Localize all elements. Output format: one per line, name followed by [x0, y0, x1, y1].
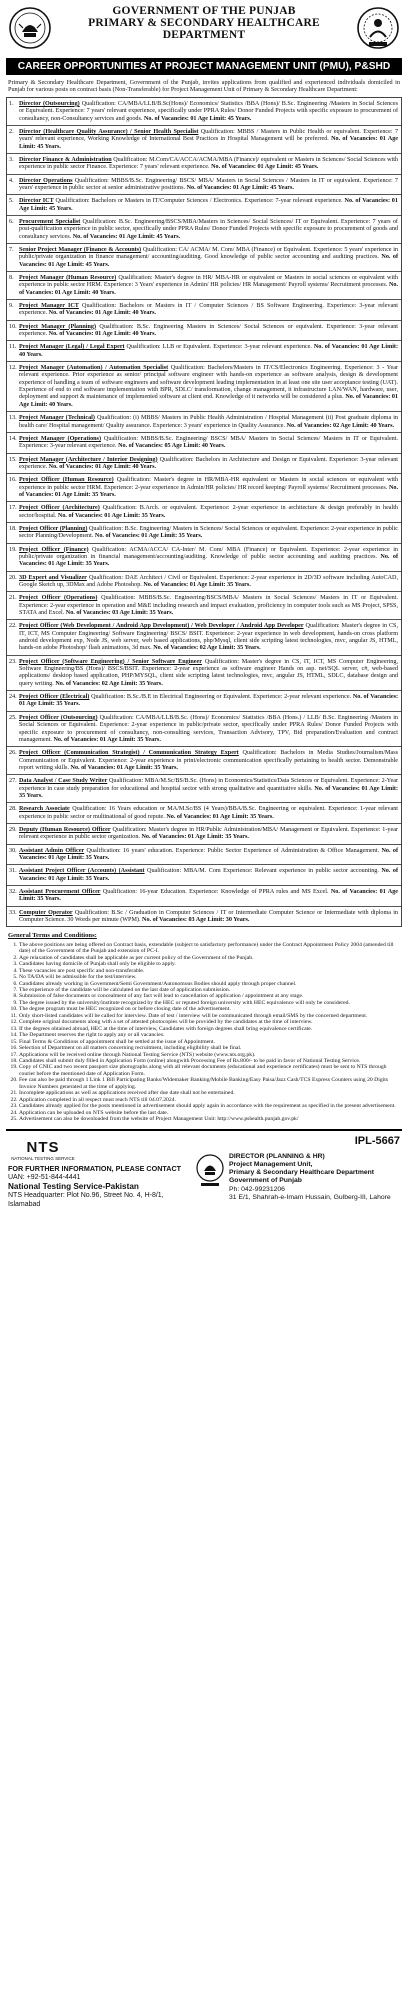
job-number: 23.	[9, 658, 17, 665]
job-number: 13.	[9, 415, 17, 422]
job-title: Project Officer (Communication Strategist) / Communication Strategy Expert	[19, 750, 239, 757]
job-details: Qualification: B.Sc. Engineering/ Masters in Sciences/ Social Sciences or equivalent. Experience: 2-year experience in public sector Planning/Development.	[19, 525, 398, 540]
job-details: Qualification: Bachelors or Masters in IT/Computer Sciences / Electronics. Experience: 7-year relevant experience.	[55, 198, 343, 205]
job-vacancies-age: No. of Vacancies: 01 Age Limit: 35 Years.	[57, 512, 166, 519]
job-row	[7, 195, 401, 216]
director-department: Primary & Secondary Healthcare Department	[229, 1169, 375, 1177]
job-vacancies-age: No. of Vacancies: 01 Age Limit: 35 Years.	[94, 533, 203, 540]
job-number: 10.	[9, 323, 17, 330]
job-vacancies-age: No. of Vacancies: 01 Age Limit: 35 Years.	[141, 834, 249, 841]
job-title: Project Officer (Operations)	[19, 595, 98, 602]
job-number: 17.	[9, 505, 17, 512]
job-details: Qualification: DAE Architect / Civil or Equivalent. Experience: 2-year experience in 2D/3D software including AutoCAD, Google Sketch up, 3DMax and Adobe Photoshop.	[19, 574, 399, 588]
job-title: Project Officer (Software Engineering) / Senior Software Engineer	[19, 658, 202, 665]
punjab-seal-icon	[195, 1153, 225, 1189]
job-row	[7, 412, 401, 433]
job-description	[18, 454, 401, 474]
job-row	[7, 216, 401, 244]
job-vacancies-age: No. of Vacancies: 01 Age Limit: 35 Years.	[143, 582, 251, 588]
job-details: Qualification: CA/ ACMA/ M. Com/ MBA (Finance) or Equivalent. Experience: 5 years' experience in public/private organization in finance management/ accounting/auditing. Good knowledge of public sector accounting and auditing practices.	[19, 246, 399, 261]
job-details: Qualification: MBBS/B.Sc. Engineering/ BSCS/ MBA/ Masters in Social Sciences / Masters in IT or equivalent. Experience: 7 years' experience in public sector at senior administrative positions.	[19, 177, 398, 191]
job-details: Qualification: Bachelors in Media Studies/Journalism/Mass Communication or Equivalent. Experience: 2-year experience in print/electronic communication specifically pertaining to health sector. Demonstrable report writing skills.	[19, 750, 398, 771]
job-description	[18, 412, 401, 432]
job-details: Qualification: ACMA/ACCA/ CA-Inter/ M. Com/ MBA (Finance) or Equivalent. Experience: 2-year experience in public/private organization in financial management/accounting/auditing. Knowledge of public sector accounting and auditing practices.	[19, 546, 398, 560]
job-number: 33.	[9, 909, 17, 916]
job-row	[7, 544, 401, 572]
job-number: 30.	[9, 847, 17, 854]
terms-item: 1. The above positions are being offered on Contract basis, extendable (subject to satisfactory performance) under the Contract Appointment Policy 2004 (amended till date) of the Government of the Punjab and extension of PC-I.	[19, 942, 400, 955]
job-description	[18, 592, 401, 619]
job-row	[7, 886, 401, 907]
job-title: Assistant Admin Officer	[19, 847, 85, 854]
job-description	[18, 523, 401, 543]
job-title: Senior Project Manager (Finance & Accounts)	[19, 246, 142, 253]
job-title: Director Finance & Administration	[19, 156, 112, 163]
job-title: Project Manager ICT	[19, 303, 79, 310]
job-vacancies-age: No. of Vacancies: 02 Age Limit: 35 Years.	[55, 680, 163, 687]
nts-contact-block	[8, 1139, 183, 1209]
job-description	[18, 195, 401, 215]
job-number: 2.	[9, 128, 14, 135]
job-details: Qualification: MBA/M.Sc/BS/B.Sc. (Hons) in Economics/Statistics/Data Sciences or Equivalent. Experience: 2-Year experience in case study preparation for educational and hospital sector with strong qualitative and quantitative skills.	[19, 778, 399, 792]
job-details: Qualification: Bachelors/Masters in IT/CS/Electronics Engineering. Experience: 3 - Year relevant experience. Prior experience as senior/ principal software engineer with hands-on experience as software analysis, design & development experience of handling a team of software engineers and software development leading implementation in at least one site user acceptance testing (UAT). Experience of end to end software implementation with BPR, SDLC/ transformation, change management, it infrastructure LAN/WAN, hardware, user, deployment and support & maintenance of implemented software at client end. Knowledge of it networks will be considered a plus.	[19, 365, 398, 401]
terms-item: 25. Advertisement can also be downloaded from the website of Project Management Unit: http://www.pshealth.punjab.gov.pk/	[19, 1116, 400, 1122]
job-number: 15.	[9, 456, 17, 463]
job-vacancies-age: No. of Vacancies: 02 Age Limit: 40 Years.	[286, 422, 395, 429]
job-row	[7, 454, 401, 475]
job-vacancies-age: No. of Vacancies: 01 Age Limit: 45 Years.	[143, 115, 252, 122]
job-row	[7, 747, 401, 775]
ipl-number: IPL-5667	[354, 1134, 400, 1147]
job-number: 16.	[9, 477, 17, 484]
job-title: Assistant Project Officer (Accounts) (Assistant	[19, 868, 145, 875]
terms-item: 5. No TA/DA will be admissible for the test/interview.	[19, 974, 400, 980]
job-details: Qualification: Master's degree in HR/Public Administration/MBA/ Management or Equivalent. Experience: 1-year relevant experience in public sector organization.	[19, 826, 398, 841]
job-number: 22.	[9, 623, 17, 630]
director-address: 31 E/1, Shahrah-e-Imam Hussain, Gulberg-III, Lahore	[229, 1194, 391, 1201]
job-title: Research Associate	[19, 806, 70, 813]
job-details: Qualification: 16 Years education or MA/M.Sc/BS (4 Years)/BBA/B.Sc. Engineering or equivalent. Experience: 1-year relevant experience in public sector or multinational of good repute.	[19, 806, 398, 820]
job-number: 19.	[9, 546, 17, 553]
job-description	[18, 126, 401, 153]
job-row	[7, 175, 401, 196]
job-details: Qualification: Bachelors in Architecture and Design or Equivalent. Experience: 3-year relevant experience.	[19, 456, 398, 470]
job-details: Qualification: CA/MBA/LLB/B.Sc(Hons)/ Economics/ Statistics /BBA (Hons)/ B.Sc. Engineering /Masters in Social Sciences or Equivalent. Experience: 7 years' relevant experience, specifically under PPRA Rules/ Donor Funded Projects with specific exposure to procurement of consultancy, non-Consultancy services and goods.	[19, 100, 398, 122]
job-title: Director (Outsourcing)	[19, 100, 80, 107]
job-details: Qualification: 16 years' education. Experience: Public Sector Experience of Administration & Office Management.	[86, 847, 380, 854]
job-description	[18, 712, 401, 746]
terms-item: 20. Fee can also be paid through 1 Link 1 Bill Participating Banks/Widemaker Banking/Mobile Banking/Easy Paisa/Jazz Cash/TCS Express Counters using 20 Digits Invoice Numbers generated at the time of applying.	[19, 1077, 400, 1090]
job-vacancies-age: No. of Vacancies: 03 Age Limit: 35 Years.	[65, 610, 174, 617]
job-row	[7, 620, 401, 655]
terms-item: 22. Application completed in all respect must reach NTS till 04.07.2024.	[19, 1097, 400, 1103]
job-number: 28.	[9, 806, 17, 813]
job-number: 29.	[9, 826, 17, 833]
job-row	[7, 341, 401, 362]
job-row	[7, 572, 401, 593]
job-title: Project Officer (Architecture)	[19, 505, 100, 512]
job-vacancies-age: No. of Vacancies: 01 Age Limit: 35 Years.	[19, 484, 398, 498]
healthcare-department-logo-icon	[356, 6, 400, 50]
terms-heading: General Terms and Conditions:	[8, 932, 97, 940]
job-row	[7, 98, 401, 126]
job-description	[18, 216, 401, 243]
job-details: Qualification: MBBS / Masters in Public Health or equivalent. Experience: 7 years' relevant experience, Working Knowledge of International Best Practices in Hospital Management will be preferred.	[19, 128, 399, 143]
job-vacancies-age: No. of Vacancies: 01 Age Limit: 40 Years.	[48, 331, 157, 338]
terms-item: 17. Applications will be received online through National Testing Service (NTS) website (www.nts.org.pk).	[19, 1052, 400, 1058]
job-title: Data Analyst / Case Study Writer	[19, 778, 108, 785]
director-title: DIRECTOR (PLANNING & HR)	[229, 1152, 325, 1160]
job-number: 5.	[9, 198, 14, 205]
contact-heading: FOR FURTHER INFORMATION, PLEASE CONTACT	[8, 1163, 182, 1173]
job-description	[18, 907, 401, 927]
job-vacancies-age: No. of Vacancies: 01 Age Limit: 35 Years.	[19, 889, 398, 903]
job-row	[7, 656, 401, 691]
job-title: Project Officer (Outsourcing)	[19, 714, 98, 721]
terms-item: 21. Incomplete applications as well as applications received after due date shall not be entertained.	[19, 1090, 400, 1096]
job-description	[18, 300, 401, 320]
terms-item: 4. These vacancies are post specific and non-transferable.	[19, 968, 400, 974]
job-description	[18, 244, 401, 271]
terms-item: 23. Candidates already applied for the posts mentioned in advertisement should apply again in accordance with the requirement as specified in the present advertisement.	[19, 1103, 400, 1109]
job-vacancies-age: No. of Vacancies: 01 Age Limit: 45 Years.	[19, 254, 398, 268]
job-number: 20.	[9, 574, 17, 581]
job-details: Qualification: Master's degree in CS, IT, ICT, MS Computer Engineering/ Software Engineering/ BSCS/ BSIT. Experience: 2-year experience in web development, hands-on cross platform android development exp, Node JS, web server, web based applications, php/Mysql, client side scripting latest technologies, mvc, angular JS, HTML, hands-on adobe Photoshop/ flash animations, 3d max.	[19, 623, 398, 652]
job-row	[7, 775, 401, 803]
job-details: Qualification: B.Sc / Graduation in Computer Sciences / IT or Intermediate Computer Science or Intermediate with diploma in Computer Science. 30 Words per minute (WPM).	[19, 909, 398, 924]
job-title: Project Officer (Electrical)	[19, 694, 90, 701]
job-title: Project Manager (Legal) / Legal Expert	[19, 344, 125, 351]
job-row	[7, 272, 401, 300]
job-number: 12.	[9, 365, 17, 372]
director-government: Government of Punjab	[229, 1177, 302, 1185]
job-number: 14.	[9, 435, 17, 442]
uan-number: UAN: +92-51-844-4441	[8, 1173, 81, 1181]
job-row	[7, 907, 401, 927]
job-row	[7, 712, 401, 747]
job-description	[18, 845, 401, 865]
job-description	[18, 620, 401, 654]
job-vacancies-age: No. of Vacancies: 01 Age Limit: 35 Years.	[70, 764, 178, 771]
terms-item: 19. Copy of CNIC and two recent passport size photographs along with all relevant documents (educational and experience certificates) must be sent to NTS through courier before the mentioned date of Application Form.	[19, 1064, 400, 1077]
director-unit: Project Management Unit,	[229, 1160, 313, 1168]
job-number: 6.	[9, 218, 14, 225]
terms-item: 13. If the degrees obtained abroad, HEC at the time of interview, Candidates with foreign degrees shall bring equivalence certificate.	[19, 1026, 400, 1032]
terms-item: 10. The degree program must be HEC recognized on or before closing date of the advertisement.	[19, 1006, 400, 1012]
job-number: 3.	[9, 156, 14, 163]
job-number: 1.	[9, 100, 14, 107]
job-number: 26.	[9, 750, 17, 757]
job-vacancies-age: No. of Vacancies: 05 Age Limit: 40 Years.	[118, 443, 226, 450]
job-row	[7, 433, 401, 454]
intro-paragraph: Primary & Secondary Healthcare Department, Government of the Punjab, invites applications from qualified and experienced individuals domiciled in Punjab for various posts on contract basis (Non-Transferable) for Project Management Unit of Primary & Secondary Healthcare Department:	[8, 79, 400, 94]
terms-item: 15. Final Terms & Conditions of appointment shall be settled at the issue of Appointment.	[19, 1039, 400, 1045]
nts-address-line1: NTS Headquarter: Plot No.96, Street No. 4, H-8/1,	[8, 1191, 164, 1199]
job-number: 24.	[9, 694, 17, 701]
terms-item: 18. Candidates shall submit duly filled in Application Form (online) alongwith Processing Fee of Rs.800/- to be paid in favor of National Testing Service.	[19, 1058, 400, 1064]
terms-item: 3. Candidates having domicile of Punjab shall only be eligible to apply.	[19, 961, 400, 967]
job-title: Project Officer (Planning)	[19, 525, 88, 532]
job-row	[7, 865, 401, 886]
director-phone: Ph: 042-99231206	[229, 1185, 285, 1193]
career-opportunities-banner: CAREER OPPORTUNITIES AT PROJECT MANAGEMENT UNIT (PMU), P&SHD	[6, 58, 402, 75]
terms-item: 9. The degree issued by the university/institute recognized by the HEC or reputed foreign university with HEC equivalence will only be considered.	[19, 1000, 400, 1006]
job-description	[18, 747, 401, 774]
job-number: 9.	[9, 303, 14, 310]
job-row	[7, 362, 401, 412]
director-contact-block	[195, 1153, 400, 1203]
job-vacancies-age: No. of Vacancies: 01 Age Limit: 40 Years.	[19, 394, 398, 408]
government-title: GOVERNMENT OF THE PUNJAB	[112, 5, 296, 17]
footer	[6, 1129, 402, 1251]
job-number: 32.	[9, 889, 17, 895]
job-number: 18.	[9, 525, 17, 532]
job-details: Qualification: B.Sc. Engineering Masters in Sciences/ Social Sciences or equivalent. Experience: 3-year relevant experience.	[19, 323, 398, 338]
job-title: Project Manager (Technical)	[19, 415, 95, 422]
job-description	[18, 272, 401, 299]
job-vacancies-age: No. of Vacancies: 01 Age Limit: 35 Years.	[19, 785, 398, 799]
job-vacancies-age: No. of Vacancies: 01 Age Limit: 40 Years.	[48, 463, 157, 470]
job-description	[18, 362, 401, 411]
job-title: Project Officer (Web Development / Android App Development) / Web Developer / Android App Developer	[19, 623, 304, 630]
terms-item: 16. Selection of Department on all matters concerning recruitment, including eligibility shall be final.	[19, 1045, 400, 1051]
job-row	[7, 502, 401, 523]
nts-org-name: National Testing Service-Pakistan	[8, 1181, 139, 1191]
job-details: Qualification: MBA/M. Com Experience: Relevant experience in public sector accounting.	[147, 868, 379, 875]
job-description	[18, 775, 401, 802]
job-description	[18, 433, 401, 453]
job-row	[7, 845, 401, 866]
job-vacancies-age: No. of Vacancies: 01 Age Limit: 45 Years.	[19, 136, 398, 150]
terms-item: 11. Only short-listed candidates will be called for interview. Date of test / interview will be communicated through email/SMS by the concerned department.	[19, 1013, 400, 1019]
job-row	[7, 321, 401, 342]
job-title: Project Officer (Finance)	[19, 546, 89, 553]
job-details: Qualification: Bachelors or Masters in IT / Computer Sciences / BS Software Engineering. Experience: 3-year relevant experience.	[19, 303, 398, 317]
department-title-line1: PRIMARY & SECONDARY HEALTHCARE	[88, 17, 320, 29]
terms-item: 14. The Department reserves the right to apply any or all vacancies.	[19, 1032, 400, 1038]
job-title: Project Officer (Human Resource)	[19, 477, 114, 484]
job-row	[7, 300, 401, 321]
job-details: Qualification: LLB or Equivalent. Experience: 3-year relevant experience.	[126, 344, 312, 351]
job-number: 25.	[9, 714, 17, 721]
job-details: Qualification: MBBS/B.Sc. Engineering/ BSCS/ MBA/ Masters in Social Sciences/ Masters in IT or Equivalent. Experience: 3-year relevant experience.	[19, 435, 398, 450]
job-description	[18, 803, 401, 823]
job-description	[18, 474, 401, 501]
nts-logo-text: NTS	[26, 1138, 60, 1156]
job-title: Project Manager (Operations)	[19, 435, 101, 442]
job-number: 31.	[9, 868, 17, 875]
nts-address-line2: Islamabad	[8, 1200, 41, 1208]
job-vacancies-age: No. of Vacancies: 01 Age Limit: 35 Years.	[19, 847, 398, 861]
job-row	[7, 803, 401, 824]
job-description	[18, 656, 401, 690]
job-vacancies-age: No. of Vacancies: 01 Age Limit: 40 Years.	[19, 282, 398, 296]
job-title: 3D Expert and Visualizer	[19, 574, 87, 581]
job-row	[7, 154, 401, 175]
job-details: Qualification: MBBS/B.Sc. Engineering/BSCS/MBA/ Masters in Social Sciences/ Masters in IT or Equivalent. Experience: 2-year experience in operation and M&E including research and impact evaluation, proficiency in computer tools such as MS Project, SPSS, STATA and Excel.	[19, 595, 398, 617]
job-details: Qualification: Master's degree in CS, IT, ICT, MS Computer Engineering, Software Engineering/BS (Hons)/ BSCS/BSIT. Experience: 2-year experience as software engineer Hands on asp. net/SQL server, c#, web-based applications/ desktop based application, PHP/MYSQL, client side scripting latest technologies, mvc, angular JS, HTML, SDLC, database design and query writing.	[19, 658, 398, 687]
job-vacancies-age: No. of Vacancies: 01 Age Limit: 40 Years.	[19, 344, 398, 358]
job-title: Director Operations	[19, 177, 73, 184]
job-vacancies-age: No. of Vacancies: 01 Age Limit: 35 Years.	[19, 694, 399, 708]
job-description	[18, 824, 401, 844]
job-number: 7.	[9, 246, 14, 253]
job-title: Project Manager (Planning)	[19, 323, 97, 330]
job-row	[7, 691, 401, 712]
job-details: Qualification: Master's degree in HR/ MBA-HR or equivalent or Masters in social sciences or equivalent with experience in public sector HRM. Experience: 3 Years' experience in Admin/ HR policies/ HR Management/ Payroll systems/ Recruitment processes.	[19, 275, 398, 289]
job-vacancies-age: No. of Vacancies: 01 Age Limit: 35 Years.	[166, 813, 274, 820]
job-description	[18, 175, 401, 195]
job-details: Qualification: 16-year Education. Experience: Knowledge of PPRA rules and MS Excel.	[102, 889, 329, 895]
job-description	[18, 886, 401, 906]
job-title: Project Manager (Automation) / Automation Specialist	[19, 365, 169, 372]
nts-logo-subtext: NATIONAL TESTING SERVICE	[11, 1155, 75, 1161]
terms-item: 7. The experience of the candidate will be calculated on the last date of application submission.	[19, 987, 400, 993]
job-vacancies-age: No. of Vacancies: 02 Age Limit: 35 Years.	[153, 645, 261, 652]
job-details: Qualification: B.Sc./B.E in Electrical Engineering or Equivalent. Experience: 2-year relevant experience.	[91, 694, 352, 701]
job-details: Qualification: CA/MBA/LLB/B.Sc. (Hons)/ Economics/ Statistics /BBA (Hons.) / LLB/ B.Sc. Engineering /Masters in Social Sciences or Equivalent. Experience: 2-year experience in public/private sector, specifically under PPRA Rules/ Donor Funded Projects with specific exposure to procurement of consultancy, non-consulting services, Transaction Advisory, TPV, Bid preparation/Evaluation and contract management.	[19, 714, 398, 743]
job-description	[18, 691, 401, 711]
header	[6, 4, 402, 56]
job-description	[18, 865, 401, 885]
job-description	[18, 321, 401, 341]
job-title: Procurement Specialist	[19, 218, 81, 225]
job-vacancies-age: No. of Vacancies: 01 Age Limit: 45 Years.	[72, 233, 181, 240]
job-vacancies-age: No. of Vacancies: 01 Age Limit: 40 Years.	[48, 310, 157, 317]
job-title: Computer Operator	[19, 909, 73, 916]
job-vacancies-age: No. of Vacancies: 01 Age Limit: 35 Years.	[19, 868, 398, 882]
job-details: Qualification: M.Com/CA/ACCA/ACMA/MBA (Finance)/ equivalent or Masters in Sciences/ Social Sciences with experience in public sector Finance. Experience: 7 years' relevant experience.	[19, 156, 398, 171]
job-list	[6, 97, 402, 928]
job-details: Qualification: Master's degree in HR/MBA-HR equivalent or Masters in social sciences or equivalent with experience in public sector HRM. Experience: 2-year experience in Admin/HR policies/ HR record keeping/ Payroll systems/ Recruitment processes.	[19, 477, 398, 491]
job-row	[7, 126, 401, 154]
terms-list	[8, 942, 400, 1123]
job-vacancies-age: No. of Vacancies: 01 Age Limit: 45 Years.	[19, 198, 398, 212]
job-title: Project Manager (Human Resource)	[19, 275, 117, 281]
department-title-line2: DEPARTMENT	[162, 29, 246, 41]
job-details: Qualification: B.Arch. or equivalent. Experience: 2-year experience in architecture & design preferably in health sector/hospital.	[19, 505, 398, 519]
job-number: 4.	[9, 177, 14, 184]
terms-item: 24. Application can be uploaded on NTS website before the last date.	[19, 1110, 400, 1116]
terms-section	[8, 933, 400, 1122]
job-row	[7, 824, 401, 845]
job-description	[18, 341, 401, 361]
job-vacancies-age: No. of Vacancies: 01 Age Limit: 45 Years.	[186, 184, 294, 191]
job-row	[7, 474, 401, 502]
punjab-government-emblem-icon	[8, 6, 52, 50]
job-number: 8.	[9, 275, 14, 281]
job-vacancies-age: No. of Vacancies: 01 Age Limit: 35 Years.	[19, 553, 398, 568]
terms-item: 2. Age relaxation of candidates shall be applicable as per current policy of the Government of the Punjab.	[19, 955, 400, 961]
job-row	[7, 244, 401, 272]
job-vacancies-age: No. of Vacancies: 01 Age Limit: 45 Years.	[211, 164, 319, 171]
job-description	[18, 98, 401, 125]
job-description	[18, 572, 401, 592]
job-vacancies-age: No. of Vacancies: 01 Age Limit: 35 Years.	[53, 736, 161, 743]
terms-item: 12. Complete original documents along with a set of attested photocopies will be provided by the candidates at the time of interview.	[19, 1019, 400, 1025]
job-number: 11.	[9, 344, 17, 351]
job-number: 21.	[9, 595, 17, 602]
job-title: Deputy (Human Resource) Officer	[19, 826, 111, 833]
terms-item: 6. Candidates already working in Government/Semi Government/Autonomous Bodies should apply through proper channel.	[19, 981, 400, 987]
nts-logo	[8, 1139, 78, 1161]
job-details: Qualification: B.Sc. Engineering/BSCS/MBA/Masters in Sciences/ Social Sciences/ IT or Equivalent. Experience: 7 years of post-qualification experience in public sector, specifically under PPRA Rules/ Donor Funded Projects with specific exposure to procurement of goods and consultancy services.	[19, 218, 398, 240]
job-details: Qualification: (i) MBBS/ Masters in Public Health Administration / Hospital Management (ii) Post graduate diploma in health care/ Hospital management/ Quality assurance. Experience: 3 years' experience in Quality Assurance.	[19, 415, 398, 429]
job-row	[7, 592, 401, 620]
terms-item: 8. Submission of false documents or concealment of any fact will lead to cancellation of application / appointment at any stage.	[19, 993, 400, 999]
job-vacancies-age: No. of Vacancies: 03 Age Limit: 30 Years.	[142, 917, 250, 924]
job-description	[18, 544, 401, 571]
job-title: Director ICT	[19, 198, 54, 205]
job-description	[18, 502, 401, 522]
job-title: Director (Healthcare Quality Assurance) / Senior Health Specialist	[19, 128, 199, 135]
job-title: Assistant Procurement Officer	[19, 889, 101, 895]
job-number: 27.	[9, 778, 17, 785]
job-row	[7, 523, 401, 544]
job-description	[18, 154, 401, 174]
job-title: Project Manager (Architecture / Interior Designing)	[19, 456, 158, 463]
